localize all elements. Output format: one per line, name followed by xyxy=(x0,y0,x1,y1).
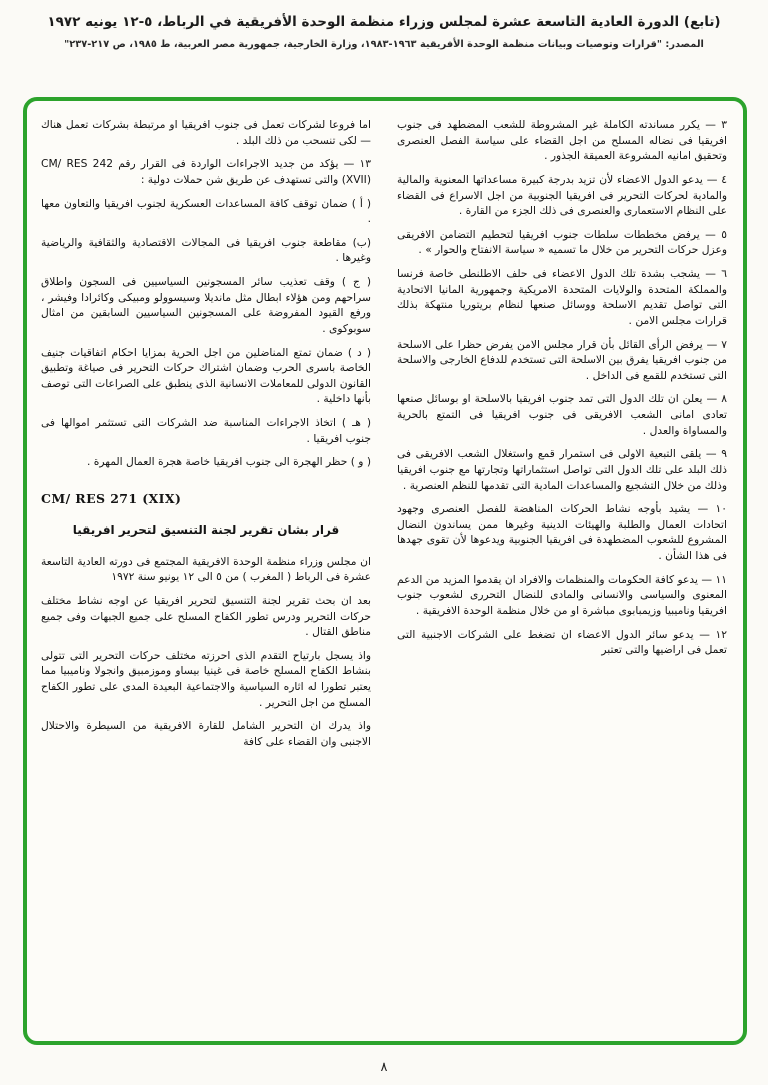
paragraph: ( هـ ) اتخاذ الاجراءات المناسبة ضد الشركات التى تستثمر اموالها فى جنوب افريقيا . xyxy=(41,416,371,445)
paragraph: ( د ) ضمان تمتع المناضلين من اجل الحرية بمزايا احكام اتفاقيات جنيف الخاصة باسرى الحرب وضمان اشتراك حركات التحرير فى صياغة وتطبيق القانون الدولى للمعاملات الانسانية الذى ينطبق على الصراعات التى توصف بأنها داخلية . xyxy=(41,345,371,406)
header-title: (تابع) الدورة العادية التاسعة عشرة لمجلس وزراء منظمة الوحدة الأفريقية في الرباط، ٥-١٢ يونيه ١٩٧٢ xyxy=(47,14,721,30)
paragraph: ( و ) حظر الهجرة الى جنوب افريقيا خاصة هجرة العمال المهرة . xyxy=(87,455,371,469)
text-columns xyxy=(41,117,727,1033)
paragraph: ٤ — يدعو الدول الاعضاء لأن تزيد بدرجة كبيرة مساعداتها المعنوية والمالية والمادية لحركات التحرير فى افريقيا الجنوبية من اجل الاسراع فى القضاء على النظام الاستعمارى والعنصرى فى ذلك الجزء من القارة . xyxy=(397,172,727,218)
paragraph: ١١ — يدعو كافة الحكومات والمنظمات والافراد ان يقدموا المزيد من الدعم المعنوى والسياسى والانسانى والمادى للنضال التحررى لشعوب جنوب افريقيا وناميبيا وزيمبابوى مباشرة او من خلال منظمة الوحدة الافريقية . xyxy=(397,572,727,617)
resolution-code: CM/ RES 271 (XIX) xyxy=(41,490,182,506)
content-border xyxy=(23,97,747,1045)
paragraph: ٩ — يلقى التبعية الاولى فى استمرار قمع واستغلال الشعب الافريقى فى ذلك البلد على تلك الدول التى تواصل استثماراتها وتجارتها مع جنوب افريقيا وذلك من خلال التشجيع والمساعدات المادية التى تقدمها للنظم العنصرية . xyxy=(397,447,727,492)
paragraph: واذ يسجل بارتياح التقدم الذى احرزته مختلف حركات التحرير التى تتولى بنشاط الكفاح المسلح خاصة فى غينيا بيساو وموزمبيق وانجولا وناميبيا مما يعتبر تطورا له اثاره السياسية والاجتماعية البعيدة المدى على تطور الكفاح المسلح من اجل التحرير . xyxy=(41,648,371,709)
paragraph: واذ يدرك ان التحرير الشامل للقارة الافريقية من السيطرة والاحتلال الاجنبى وان القضاء على كافة xyxy=(41,719,371,748)
paragraph: ١٢ — يدعو سائر الدول الاعضاء ان تضغط على الشركات الاجنبية التى تعمل فى اراضيها والتى تعتبر xyxy=(397,627,727,657)
left-column xyxy=(41,117,371,1033)
paragraph: ( أ ) ضمان توقف كافة المساعدات العسكرية لجنوب افريقيا والتعاون معها . xyxy=(41,196,371,226)
paragraph: ٥ — يرفض مخططات سلطات جنوب افريقيا لتحطيم التضامن الافريقى وعزل حركات التحرير من خلال ما تسميه « سياسة الانفتاح والحوار » . xyxy=(397,227,727,257)
page-number: ٨ xyxy=(380,1060,388,1075)
source-line: المصدر: "قرارات وتوصيات وبيانات منظمة الوحدة الأفريقية ١٩٦٣-١٩٨٣، وزارة الخارجية، جمهورية مصر العربية، ط ١٩٨٥، ص ٢١٧-٢٣٧" xyxy=(64,39,704,50)
right-column xyxy=(397,117,727,1033)
resolution-title: قرار بشان تقرير لجنة التنسيق لتحرير افريقيا xyxy=(72,523,340,538)
paragraph: ( ج ) وقف تعذيب سائر المسجونين السياسيين فى السجون واطلاق سراحهم ومن هؤلاء ابطال مثل مانديلا وسيسوولو ومبيكى وكائرادا وفيشر ، ورفع القيود المفروضة على المسجونين السياسيين السابقين من امثال سوبوكوى . xyxy=(41,275,371,335)
page-header xyxy=(0,14,768,50)
paragraph: ان مجلس وزراء منظمة الوحدة الافريقية المجتمع فى دورته العادية التاسعة عشرة فى الرباط ( المغرب ) من ٥ الى ١٢ يونيو سنة ١٩٧٢ xyxy=(41,554,371,584)
paragraph: ١٠ — يشيد بأوجه نشاط الحركات المناهضة للفصل العنصرى وجهود اتحادات العمال والطلبة والهيئات الدينية وغيرها ممن يساندون النضال المشروع للشعوب المضطهدة فى افريقيا الجنوبية ويدعوها لأن تقوى جهدها فى هذا الشأن . xyxy=(397,502,727,562)
paragraph: ٦ — يشجب بشدة تلك الدول الاعضاء فى حلف الاطلنطى خاصة فرنسا والمملكة المتحدة والولايات المتحدة الامريكية وجمهورية المانيا الاتحادية التى تواصل تقديم الاسلحة ووسائل صنعها لنظام بريتوريا منتهكة بذلك قرارات مجلس الامن . xyxy=(397,267,727,327)
paragraph: اما فروعا لشركات تعمل فى جنوب افريقيا او مرتبطة بشركات تعمل هناك — لكى تنسحب من ذلك البلد . xyxy=(41,118,371,147)
paragraph: بعد ان بحث تقرير لجنة التنسيق لتحرير افريقيا عن اوجه نشاط مختلف حركات التحرير ودرس تطور الكفاح المسلح على جميع الجبهات وفى جميع مناطق القتال . xyxy=(41,593,371,639)
paragraph: ٨ — يعلن ان تلك الدول التى تمد جنوب افريقيا بالاسلحة او بوسائل صنعها تعادى امانى الشعب الافريقى فى جنوب افريقيا فى التمتع بالحرية والمساواة والعدل . xyxy=(397,392,727,437)
paragraph: ٣ — يكرر مساندته الكاملة غير المشروطة للشعب المضطهد فى جنوب افريقيا فى نضاله المسلح من اجل القضاء على سياسة الفصل العنصرى وتحقيق امانيه المشروعة العميقة الجذور . xyxy=(397,118,727,163)
paragraph: ٧ — يرفض الرأى القائل بأن قرار مجلس الامن يفرض حظرا على الاسلحة من جنوب افريقيا يفرق بين الاسلحة التى تستخدم للدفاع الخارجى والاسلحة التى تستخدم للقمع فى الداخل . xyxy=(397,337,727,382)
paragraph: (ب) مقاطعة جنوب افريقيا فى المجالات الاقتصادية والثقافية والرياضية وغيرها . xyxy=(41,235,371,265)
paragraph: ١٣ — يؤكد من جديد الاجراءات الواردة فى القرار رقم CM/ RES 242 (XVII) والتى تستهدف عن طريق شن حملات دولية : xyxy=(41,157,371,186)
